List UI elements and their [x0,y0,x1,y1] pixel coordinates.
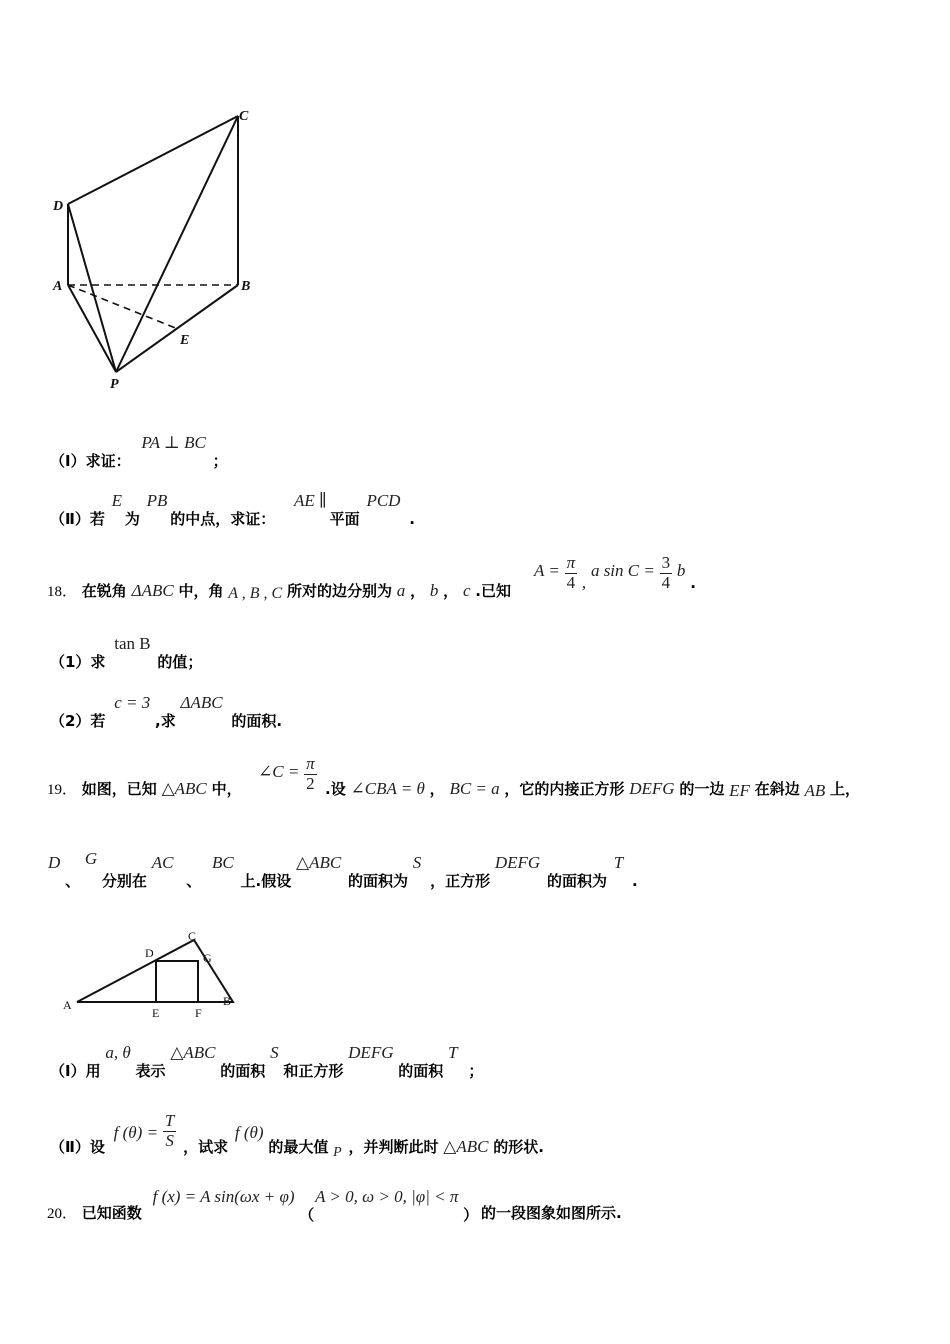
q19-p1-S: S [270,1043,279,1062]
q19-part1 [50,1042,484,1080]
q17-part1-math: PA ⊥ BC [141,433,206,452]
q18-t2: 中，角 [178,582,224,600]
q19-l2-AC: AC [151,853,174,872]
q19-l2-t3: 的面积为 [348,872,409,890]
edge-BP [116,285,238,372]
fig2-label-G: G [203,951,212,965]
q18-number: 18． [47,584,78,600]
q18-part1 [50,633,203,671]
edge-DC [68,116,238,204]
q17-part2-plane: 平面 [329,510,360,528]
q18-A-eq: A = [534,560,560,580]
q19-p2-P: P [333,1144,342,1160]
q19-l2-T: T [613,853,624,872]
q18-asinC: a sin C = [590,560,655,580]
q19-l2-t4: ，正方形 [430,872,491,890]
q19-t6: 在斜边 [754,780,800,798]
q19-l2-dun1: 、 [65,872,81,890]
label-B: B [241,279,251,294]
q18-p1-math: tan B [114,634,151,653]
prism-figure [40,100,270,400]
edge-CP [116,116,238,372]
fig2-label-E: E [152,1006,160,1020]
q19-l2-t1: 分别在 [101,872,147,890]
fig2-label-B: B [223,994,232,1008]
q19-p1-DEFG: DEFG [348,1043,394,1062]
q19-l2-DEFG: DEFG [494,853,541,872]
q19-p1-t2: 的面积 [220,1062,266,1080]
q20-t1: 已知函数 [81,1204,142,1222]
q18-pi: π [566,553,576,572]
q19-l2-tri: △ABC [296,853,342,872]
q18-stem [47,552,511,602]
q19-part2 [50,1102,544,1160]
edge-AP [68,285,116,372]
q17-part2-wei: 为 [124,510,140,528]
q18-four: 4 [566,572,576,592]
q20-rp: ） [463,1206,479,1224]
square-DEFG [156,961,198,1002]
q19-p2-T: T [164,1111,175,1130]
q19-p2-t2: 的最大值 [268,1137,329,1156]
q18-tri: ΔABC [131,581,174,600]
q19-angleC-eq: ∠C = [258,761,300,781]
q19-comma: ， [429,780,445,798]
q19-l2-D: D [48,853,61,872]
fig2-label-A: A [63,998,72,1012]
triangle-square-figure [55,925,255,1025]
q18-sep: , [581,572,587,592]
q19-p2-t1: ，试求 [183,1137,229,1156]
q19-stem-line2 [48,849,638,890]
q18-comma2: ， [443,582,459,600]
q18-angles: A , B , C [228,585,283,602]
q17-part1-suffix: ； [212,452,228,470]
q17-part2-E: E [111,491,123,510]
q18-pi-over-4 [565,554,578,592]
q19-AB: AB [804,781,826,800]
q18-c: c [462,581,471,600]
q19-l2-BC: BC [212,853,234,872]
q19-p1-prefix: （Ⅰ）用 [50,1062,101,1080]
q19-p2-f2: f (θ) [234,1122,264,1142]
q19-p2-t3: ，并判断此时 [348,1137,439,1156]
q18-three: 3 [661,553,671,572]
q18-part2 [50,692,283,730]
q19-p1-T: T [448,1043,458,1062]
fig2-label-F: F [195,1006,202,1020]
q17-part2-PB: PB [146,491,168,510]
q20-cond: A > 0, ω > 0, |φ| < π [315,1187,459,1206]
q18-p2-suffix: 的面积. [231,712,283,730]
q18-p2-tri: ΔABC [180,693,223,712]
label-C: C [239,109,249,124]
q17-part1-prefix: （Ⅰ）求证： [50,452,131,470]
q20-number: 20． [47,1206,78,1222]
q17-part2-mid: 的中点，求证： [170,510,276,528]
q19-p2-t4: 的形状. [493,1137,544,1156]
q20-stem [47,1186,622,1224]
q18-p1-suffix: 的值； [157,653,203,671]
q19-t1: 如图，已知 [81,780,157,798]
q19-p2-prefix: （Ⅱ）设 [50,1137,105,1156]
q17-part2 [50,490,415,528]
q19-t7: 上， [830,780,861,798]
q19-l2-t5: 的面积为 [546,872,607,890]
q18-t1: 在锐角 [81,582,127,600]
q19-p1-t4: 的面积 [398,1062,444,1080]
q18-bvar: b [676,560,686,580]
q20-lp: （ [299,1206,315,1224]
q18-t3: 所对的边分别为 [286,582,392,600]
q19-angleCBA: ∠CBA = θ [350,779,425,798]
label-P: P [110,377,119,392]
q18-a: a [396,581,406,600]
q18-p2-prefix: （2）若 [50,712,106,730]
q17-part2-end: . [409,510,415,528]
q19-t4: ，它的内接正方形 [504,780,625,798]
q17-part2-prefix: （Ⅱ）若 [50,510,105,528]
q19-l2-t2: 上.假设 [240,872,292,890]
q19-DEFG: DEFG [629,779,675,798]
q18-p2-mid: ,求 [155,712,176,730]
q19-t5: 的一边 [679,780,725,798]
q18-t4: .已知 [475,582,511,600]
q19-p1-t1: 表示 [135,1062,166,1080]
label-A: A [53,279,63,294]
q18-three-quarters [660,554,673,592]
q19-p2-S: S [165,1130,174,1150]
q19-two: 2 [306,773,315,793]
q19-p2-tri: △ABC [443,1136,489,1156]
q19-angleC [258,755,317,793]
q19-l2-S: S [412,853,422,872]
q18-comma1: ， [410,582,426,600]
q18-given [534,550,696,592]
q19-l2-dun2: 、 [186,872,202,890]
q19-pi-over-2 [304,755,317,793]
q17-part2-PCD: PCD [366,491,401,510]
q19-l2-G: G [84,849,98,868]
label-E: E [180,333,190,348]
fig2-label-D: D [145,946,154,960]
q19-stem-line1 [47,778,242,799]
q19-tri: △ABC [161,779,207,798]
q19-l2-end: . [632,872,638,890]
q18-p2-math: c = 3 [114,693,151,712]
q19-number: 19． [47,782,78,798]
q19-t2: 中， [211,780,242,798]
q20-func: f (x) = A sin(ωx + φ) [152,1187,295,1206]
q17-part2-math: AE ∥ [294,491,327,510]
fig2-label-C: C [188,929,197,943]
q19-EF: EF [729,781,750,800]
edge-DP [68,204,116,372]
q19-p1-t3: 和正方形 [283,1062,344,1080]
q19-p2-frac [163,1112,176,1150]
label-D: D [53,199,64,214]
q19-stem-line1b [325,778,860,799]
edge-AE-dashed [68,285,178,329]
q19-p2-f: f (θ) = [113,1122,159,1142]
q20-t2: 的一段图象如图所示. [480,1204,622,1222]
q19-p1-end: ； [468,1062,484,1080]
q18-four2: 4 [661,572,671,592]
q19-BC-eq: BC = a [449,779,500,798]
q18-b: b [429,581,439,600]
q17-part1 [50,432,228,470]
q18-p1-prefix: （1）求 [50,653,106,671]
q19-t3: .设 [325,780,346,798]
q18-end: . [690,573,696,592]
q19-pi: π [306,754,315,773]
q19-p1-tri: △ABC [170,1043,216,1062]
q19-p1-vars: a, θ [105,1043,131,1062]
